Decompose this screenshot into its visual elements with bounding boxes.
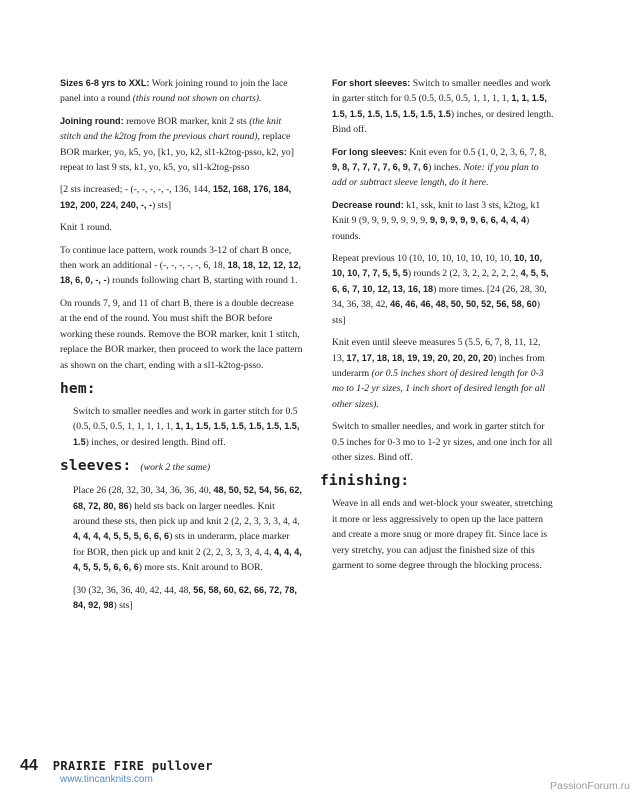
- rounds-note-paragraph: On rounds 7, 9, and 11 of chart B, there is a double decrease at the end of the round. You must shift the BOR before working these rounds. Remove the BOR marker, knit 1 stitch, replace the BOR marker, then proceed to work the lace pattern as shown on the chart, ending with a sl1-k2tog-psso.: [60, 297, 303, 371]
- joining-round-note: (the knit stitch and the k2tog from the previous chart round): [60, 115, 282, 143]
- sleeve-sts-paragraph: [60, 583, 303, 614]
- joining-round-label: Joining round:: [60, 115, 124, 126]
- page-number: 44: [20, 757, 38, 774]
- repeat-bold-1: 10, 10, 10, 10, 7, 7, 5, 5, 5: [332, 253, 542, 279]
- hem-text-end: ) inches, or desired length. Bind off.: [85, 436, 226, 448]
- long-sleeves-label: For long sleeves:: [332, 146, 407, 157]
- sleeves-text-1: Place 26 (28, 32, 30, 34, 36, 36, 40,: [73, 485, 214, 497]
- long-sleeves-text: Knit even for 0.5 (1, 0, 2, 3, 6, 7, 8,: [406, 146, 547, 158]
- knit-even-text: Knit even until sleeve measures 5 (5.5, 6, 7, 8, 11, 12, 13,: [332, 337, 541, 364]
- long-sleeves-text-mid: ) inches.: [428, 162, 464, 174]
- knit-even-bold: 17, 17, 18, 18, 19, 19, 20, 20, 20, 20: [346, 352, 494, 363]
- sts-increased-bold: 152, 168, 176, 184, 192, 200, 224, 240, -, -: [60, 184, 292, 210]
- knit-one-round-paragraph: Knit 1 round.: [60, 222, 112, 234]
- sleeve-sts-bold: 56, 58, 60, 62, 66, 72, 78, 84, 92, 98: [73, 584, 297, 610]
- sizes-6-8-paragraph: [60, 76, 303, 107]
- switch-needles-paragraph: Switch to smaller needles, and work in garter stitch for 0.5 inches for 0-3 mo to 1-2 yr sizes, and one inch for all other sizes. Bind off.: [332, 421, 553, 463]
- short-sleeves-paragraph: [332, 76, 554, 138]
- long-sleeves-paragraph: [332, 145, 554, 191]
- repeat-text-2: ) rounds 2 (2, 3, 2, 2, 2, 2, 2,: [407, 268, 521, 280]
- website-link[interactable]: www.tincanknits.com: [60, 774, 153, 785]
- sleeves-bold-2: 4, 4, 4, 4, 5, 5, 5, 6, 6, 6: [73, 531, 170, 542]
- repeat-text-4: ) sts]: [332, 299, 540, 326]
- decrease-round-bold: 9, 9, 9, 9, 9, 6, 6, 4, 4, 4: [429, 215, 527, 226]
- continue-lace-paragraph: [60, 243, 303, 289]
- sleeves-text-2: ) held sts back on larger needles. Knit around these sts, then pick up and knit 2 (2, 2, 3, 3, 3, 4, 4,: [73, 500, 300, 527]
- short-sleeves-text: Switch to smaller needles and work in garter stitch for 0.5 (0.5, 0.5, 0.5, 1, 1, 1, 1,: [332, 78, 551, 105]
- sleeves-bold-1: 48, 50, 52, 54, 56, 62, 68, 72, 80, 86: [73, 485, 302, 511]
- sleeves-heading-text: sleeves:: [60, 458, 132, 475]
- short-sleeves-bold: 1, 1, 1.5, 1.5, 1.5, 1.5, 1.5, 1.5, 1.5, 1.5: [332, 93, 547, 119]
- long-sleeves-bold: 9, 8, 7, 7, 7, 7, 6, 9, 7, 6: [332, 162, 429, 173]
- repeat-paragraph: [332, 251, 554, 328]
- sleeves-paragraph: [60, 483, 303, 575]
- sleeve-sts-text: [30 (32, 36, 36, 40, 42, 44, 48,: [73, 584, 194, 596]
- joining-round-text: remove BOR marker, knit 2 sts: [123, 115, 250, 127]
- sts-increased-paragraph: [60, 182, 303, 213]
- knit-even-text-mid: ) inches from underarm: [332, 352, 545, 379]
- sleeves-text-4: ) more sts. Knit around to BOR.: [138, 562, 264, 574]
- sts-increased-text: [2 sts increased; - (-, -, -, -, -, 136, 144,: [60, 184, 213, 196]
- decrease-round-paragraph: [332, 198, 554, 244]
- left-column: [60, 76, 303, 620]
- hem-text: Switch to smaller needles and work in garter stitch for 0.5 (0.5, 0.5, 0.5, 1, 1, 1, 1, 1,: [73, 405, 298, 433]
- hem-paragraph: [60, 404, 303, 450]
- page-footer: [20, 757, 213, 785]
- knit-even-note: (or 0.5 inches short of desired length for 0-3 mo to 1-2 yr sizes, 1 inch short of desired length for all other sizes).: [332, 367, 546, 410]
- sleeves-heading: [60, 458, 303, 476]
- continue-lace-bold: 18, 18, 12, 12, 12, 18, 6, 0, -, -: [60, 260, 301, 286]
- repeat-text-1: Repeat previous 10 (10, 10, 10, 10, 10, 10, 10,: [332, 253, 515, 265]
- repeat-bold-2: 4, 5, 5, 6, 6, 7, 10, 12, 13, 16, 18: [332, 268, 549, 294]
- repeat-bold-3: 46, 46, 46, 48, 50, 50, 52, 56, 58, 60: [390, 299, 537, 310]
- finishing-heading: finishing:: [320, 473, 410, 490]
- continue-lace-text-end: ) rounds following chart B, starting with round 1.: [106, 275, 298, 287]
- pattern-title: PRAIRIE FIRE pullover: [52, 759, 213, 773]
- sleeves-bold-3: 4, 4, 4, 4, 5, 5, 5, 6, 6, 6: [73, 546, 302, 573]
- sleeves-heading-note: (work 2 the same): [140, 462, 211, 474]
- knit-even-paragraph: [332, 335, 554, 412]
- sts-increased-end: ) sts]: [152, 199, 172, 211]
- joining-round-paragraph: [60, 114, 303, 176]
- continue-lace-text: To continue lace pattern, work rounds 3-12 of chart B once, then work an additional - (-, -, -, -, -, 6, 18,: [60, 244, 292, 272]
- short-sleeves-text-end: ) inches, or desired length. Bind off.: [332, 108, 554, 136]
- repeat-text-3: ) more times. [24 (26, 28, 30, 34, 36, 38, 42,: [332, 283, 547, 311]
- sleeves-text-3: ) sts in underarm, place marker for BOR, then pick up and knit 2 (2, 2, 3, 3, 3, 4, 4,: [73, 531, 290, 558]
- long-sleeves-note: Note: if you plan to add or subtract sleeve length, do it here.: [332, 162, 539, 189]
- watermark: PassionForum.ru: [550, 780, 630, 792]
- sizes-6-8-note: (this round not shown on charts).: [132, 93, 262, 105]
- joining-round-text-end: , replace BOR marker, yo, k5, yo, [k1, yo, k2, sl1-k2tog-psso, k2, yo] repeat to last 9 sts, k1, yo, k5, yo, sl1-k2tog-psso: [60, 131, 294, 174]
- short-sleeves-label: For short sleeves:: [332, 78, 411, 88]
- finishing-paragraph: Weave in all ends and wet-block your sweater, stretching it more or less aggressively to open up the lace pattern and create a more snug or more drapey fit. Since lace is very stretchy, you can adjust the finished size of this garment to some degree through the blocking process.: [332, 498, 553, 571]
- decrease-round-text-end: ) rounds.: [332, 215, 530, 242]
- sizes-6-8-text: Work joining round to join the lace panel into a round: [60, 78, 288, 105]
- right-column: [320, 76, 554, 580]
- decrease-round-label: Decrease round:: [332, 199, 404, 210]
- hem-heading: hem:: [60, 380, 96, 397]
- sleeve-sts-end: ) sts]: [113, 599, 133, 611]
- hem-bold: 1, 1, 1.5, 1.5, 1.5, 1.5, 1.5, 1.5, 1.5: [73, 421, 300, 447]
- sizes-6-8-label: Sizes 6-8 yrs to XXL:: [60, 78, 150, 88]
- decrease-round-text: k1, ssk, knit to last 3 sts, k2tog, k1 Knit 9 (9, 9, 9, 9, 9, 9, 9,: [332, 199, 541, 227]
